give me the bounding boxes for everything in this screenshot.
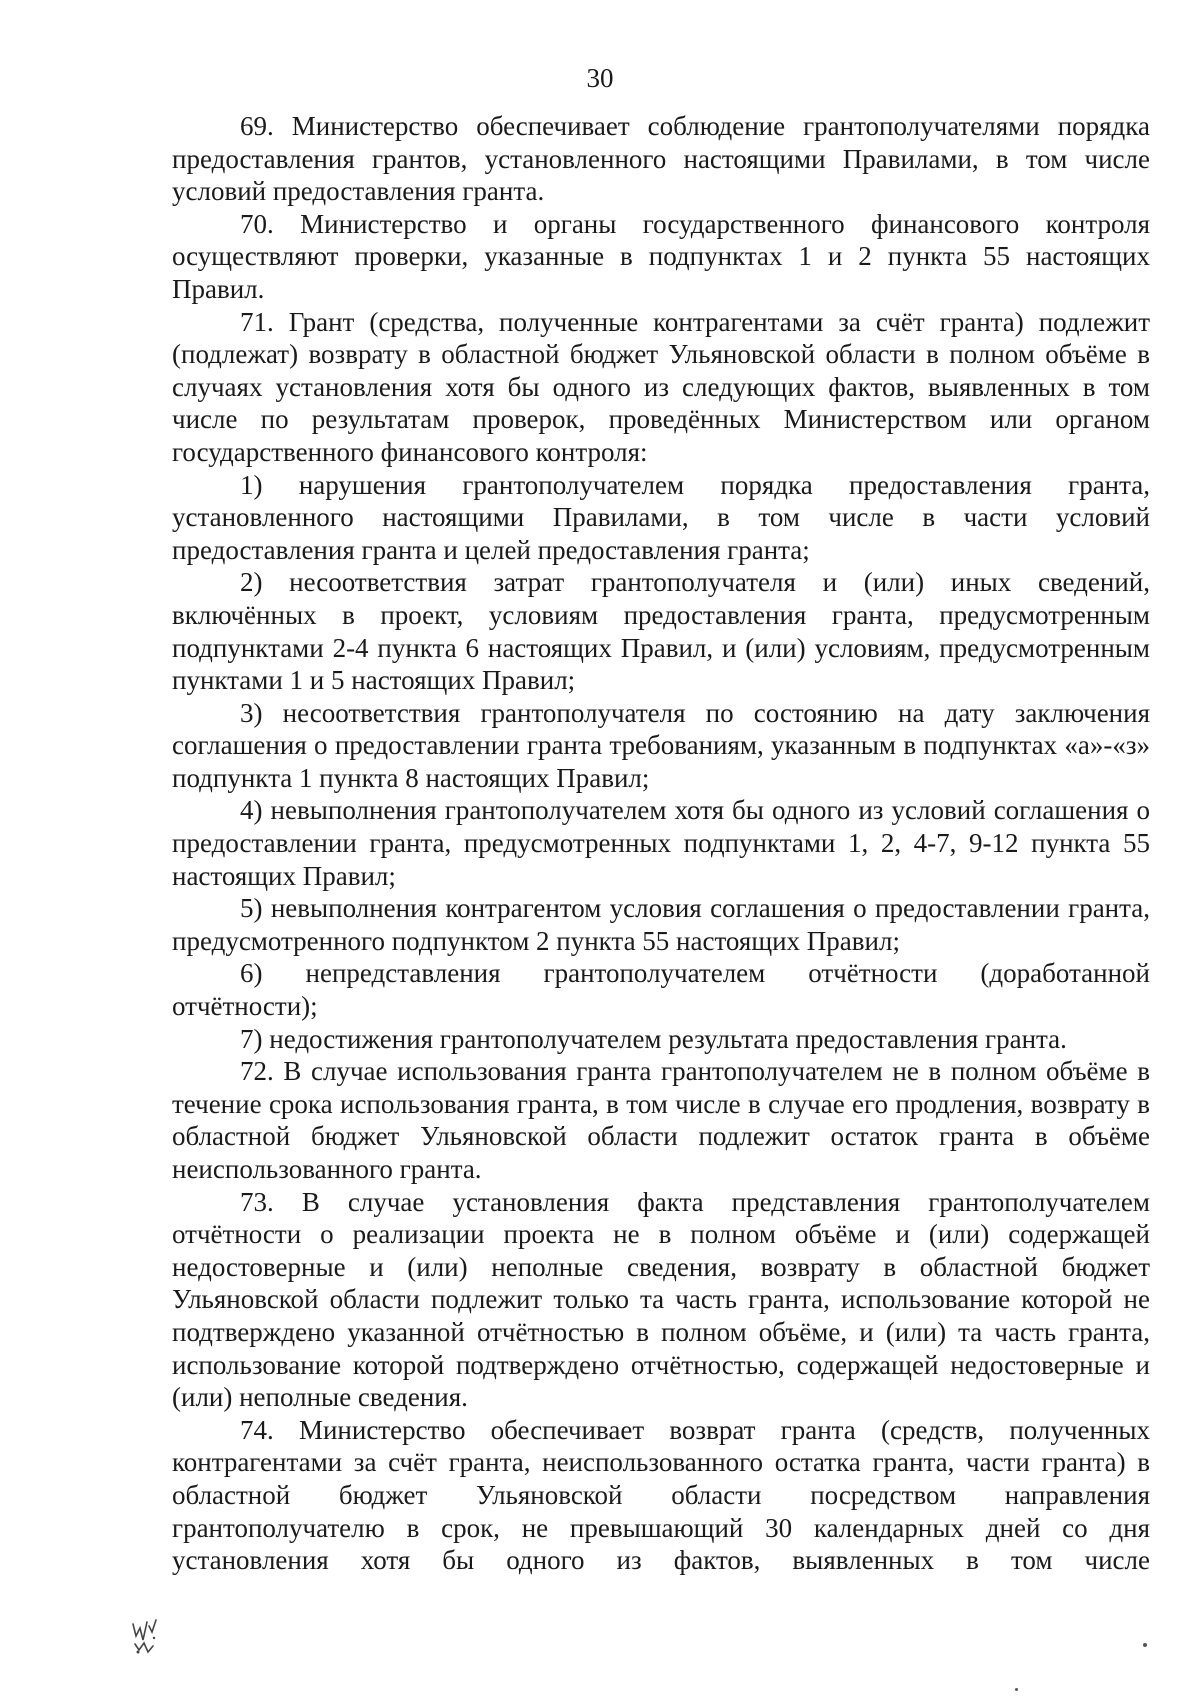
paragraph-72: 72. В случае использования гранта грантополучателем не в полном объёме в течение срока использования гранта, в том числе в случае его продления, возврату в областной бюджет Ульяновской области подлежит остаток гранта в объёме неиспользованного гранта. — [172, 1056, 1150, 1184]
scan-dot-mark — [1015, 1688, 1018, 1691]
paragraph-71: 71. Грант (средства, полученные контрагентами за счёт гранта) подлежит (подлежат) возврату в областной бюджет Ульяновской области в полном объёме в случаях установления хотя бы одного из следующих фактов, выявленных в том числе по результатам проверок, проведённых Министерством или органом государственного финансового контроля: — [172, 306, 1150, 467]
document-body — [172, 110, 1150, 1577]
scan-dot-mark — [1143, 1643, 1147, 1647]
list-item-71-7: 7) недостижения грантополучателем результата предоставления гранта. — [240, 1023, 1067, 1054]
list-item-71-3: 3) несоответствия грантополучателя по состоянию на дату заключения соглашения о предоставлении гранта требованиям, указанным в подпунктах «а»-«з» подпункта 1 пункта 8 настоящих Правил; — [172, 697, 1150, 793]
paragraph-69: 69. Министерство обеспечивает соблюдение грантополучателями порядка предоставления грантов, установленного настоящими Правилами, в том числе условий предоставления гранта. — [172, 111, 1150, 207]
paragraph-70: 70. Министерство и органы государственного финансового контроля осуществляют проверки, указанные в подпунктах 1 и 2 пункта 55 настоящих Правил. — [172, 208, 1150, 304]
page-number: 30 — [586, 63, 614, 93]
list-item-71-4: 4) невыполнения грантополучателем хотя бы одного из условий соглашения о предоставлении гранта, предусмотренных подпунктами 1, 2, 4-7, 9-12 пункта 55 настоящих Правил; — [172, 795, 1150, 891]
list-item-71-2: 2) несоответствия затрат грантополучателя и (или) иных сведений, включённых в проект, условиям предоставления гранта, предусмотренным подпунктами 2-4 пункта 6 настоящих Правил, и (или) условиям, предусмотренным пунктами 1 и 5 настоящих Правил; — [172, 567, 1150, 696]
list-item-71-1: 1) нарушения грантополучателем порядка предоставления гранта, установленного настоящими Правилами, в том числе в части условий предоставления гранта и целей предоставления гранта; — [172, 469, 1150, 565]
list-item-71-6: 6) непредставления грантополучателем отчётности (доработанной отчётности); — [172, 958, 1150, 1022]
list-item-71-5: 5) невыполнения контрагентом условия соглашения о предоставлении гранта, предусмотренного подпунктом 2 пункта 55 настоящих Правил; — [172, 893, 1150, 956]
scan-mark-icon — [130, 1616, 160, 1656]
paragraph-74: 74. Министерство обеспечивает возврат гранта (средств, полученных контрагентами за счёт гранта, неиспользованного остатка гранта, части гранта) в областной бюджет Ульяновской области посредством направления грантополучателю в срок, не превышающий 30 календарных дней со дня установления хотя бы одного из фактов, выявленных в том числе — [172, 1414, 1150, 1576]
paragraph-73: 73. В случае установления факта представления грантополучателем отчётности о реализации проекта не в полном объёме и (или) содержащей недостоверные и (или) неполные сведения, возврату в областной бюджет Ульяновской области подлежит только та часть гранта, использование которой не подтверждено указанной отчётностью в полном объёме, и (или) та часть гранта, использование которой подтверждено отчётностью, содержащей недостоверные и (или) неполные сведения. — [172, 1186, 1150, 1413]
